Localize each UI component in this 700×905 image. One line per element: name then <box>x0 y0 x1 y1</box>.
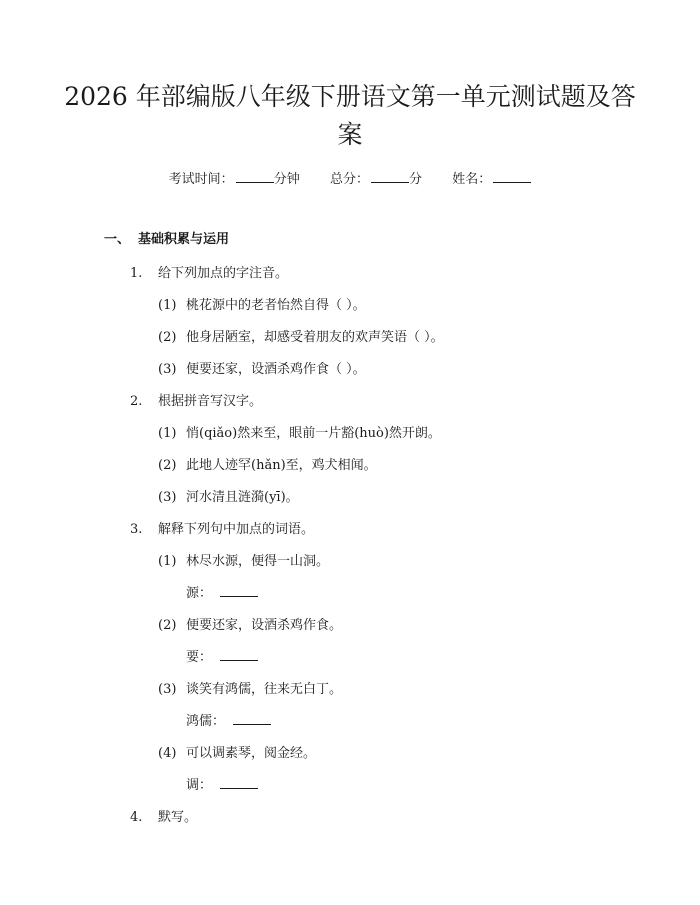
name-blank <box>493 172 531 183</box>
question-2-item: (2) 此地人迹罕(hǎn)至，鸡犬相闻。 <box>158 458 377 473</box>
answer-line: 要： <box>186 646 258 665</box>
time-unit: 分钟 <box>273 172 300 187</box>
question-4: 4. 默写。 <box>130 810 198 825</box>
question-1-item: (3) 便要还家，设酒杀鸡作食（ ）。 <box>158 362 366 377</box>
answer-blank[interactable] <box>220 650 258 661</box>
question-1: 1. 给下列加点的字注音。 <box>130 266 289 281</box>
answer-blank[interactable] <box>233 714 271 725</box>
question-3: 3. 解释下列句中加点的词语。 <box>130 522 315 537</box>
score-unit: 分 <box>409 172 423 187</box>
question-3-item: (3) 谈笑有鸿儒，往来无白丁。 <box>158 682 343 697</box>
answer-line: 源： <box>186 582 258 601</box>
question-2-item: (3) 河水清且涟漪(yī)。 <box>158 490 299 505</box>
score-label: 总分： <box>329 172 369 187</box>
question-1-item: (1) 桃花源中的老者怡然自得（ ）。 <box>158 298 366 313</box>
question-1-item: (2) 他身居陋室，却感受着朋友的欢声笑语（ ）。 <box>158 330 444 345</box>
answer-line: 鸿儒： <box>186 710 271 729</box>
question-3-item: (1) 林尽水源，便得一山洞。 <box>158 554 330 569</box>
time-blank <box>236 172 274 183</box>
section-title: 基础积累与运用 <box>138 232 230 247</box>
question-3-item: (4) 可以调素琴，阅金经。 <box>158 746 317 761</box>
answer-blank[interactable] <box>220 778 258 789</box>
name-label: 姓名： <box>452 172 492 187</box>
score-blank <box>371 172 409 183</box>
answer-line: 调： <box>186 774 258 793</box>
question-2-item: (1) 悄(qiǎo)然来至，眼前一片豁(huò)然开朗。 <box>158 426 441 441</box>
exam-meta <box>0 168 700 187</box>
question-2: 2. 根据拼音写汉字。 <box>130 394 263 409</box>
answer-blank[interactable] <box>220 586 258 597</box>
section-heading <box>104 228 229 247</box>
time-label: 考试时间： <box>168 172 234 187</box>
document-title: 2026 年部编版八年级下册语文第一单元测试题及答案 <box>64 82 636 149</box>
question-3-item: (2) 便要还家，设酒杀鸡作食。 <box>158 618 343 633</box>
section-number: 一、 <box>104 232 131 247</box>
